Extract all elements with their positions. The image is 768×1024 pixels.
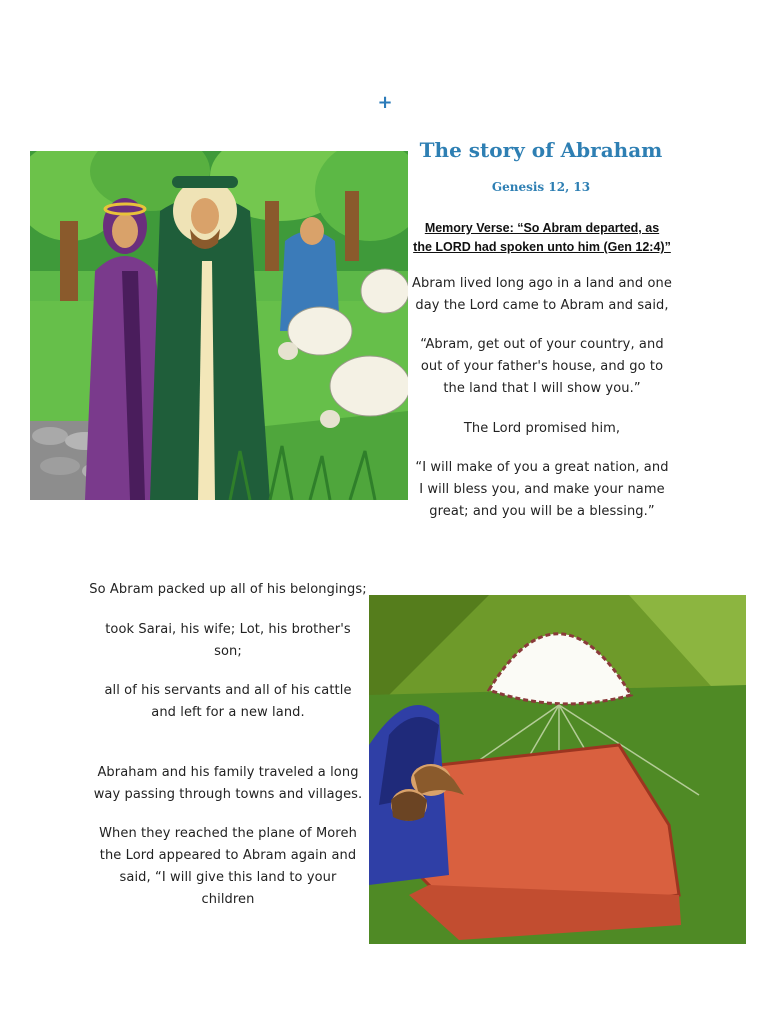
memory-verse	[404, 219, 680, 257]
story-paragraph	[86, 579, 370, 601]
text-line: the land that I will show you.”	[443, 381, 641, 396]
text-line: great; and you will be a blessing.”	[429, 504, 655, 519]
story-paragraph	[86, 619, 370, 663]
story-paragraph	[86, 680, 370, 724]
memory-verse-line: Memory Verse: “So Abram departed, as	[424, 221, 660, 235]
text-line: said, “I will give this land to your	[119, 870, 337, 885]
abram-sarai-illustration	[30, 151, 408, 500]
text-line: day the Lord came to Abram and said,	[415, 298, 669, 313]
text-line: Abraham and his family traveled a long	[97, 765, 359, 780]
text-line: So Abram packed up all of his belongings;	[89, 582, 367, 597]
story-paragraph	[86, 762, 370, 806]
scripture-reference: Genesis 12, 13	[491, 180, 591, 194]
text-line: all of his servants and all of his cattle	[104, 683, 352, 698]
text-line: took Sarai, his wife; Lot, his brother's	[105, 622, 351, 637]
text-line: “Abram, get out of your country, and	[420, 337, 664, 352]
page-title: The story of Abraham	[419, 138, 663, 162]
story-paragraph	[404, 334, 680, 400]
text-line: and left for a new land.	[151, 705, 305, 720]
story-paragraph	[404, 273, 680, 317]
text-line: the Lord appeared to Abram again and	[99, 848, 357, 863]
tent-illustration	[369, 595, 746, 944]
text-line: children	[201, 892, 255, 907]
cross-mark: +	[377, 92, 393, 113]
story-paragraph	[404, 418, 680, 440]
text-line: out of your father's house, and go to	[420, 359, 664, 374]
text-line: son;	[214, 644, 242, 659]
memory-verse-line: the LORD had spoken unto him (Gen 12:4)”	[413, 240, 671, 254]
text-line: Abram lived long ago in a land and one	[412, 276, 672, 291]
story-paragraph	[404, 457, 680, 523]
story-paragraph	[86, 823, 370, 911]
text-line: The Lord promised him,	[463, 421, 621, 436]
text-line: When they reached the plane of Moreh	[99, 826, 357, 841]
text-line: way passing through towns and villages.	[93, 787, 363, 802]
text-line: “I will make of you a great nation, and	[415, 460, 669, 475]
text-line: I will bless you, and make your name	[419, 482, 665, 497]
